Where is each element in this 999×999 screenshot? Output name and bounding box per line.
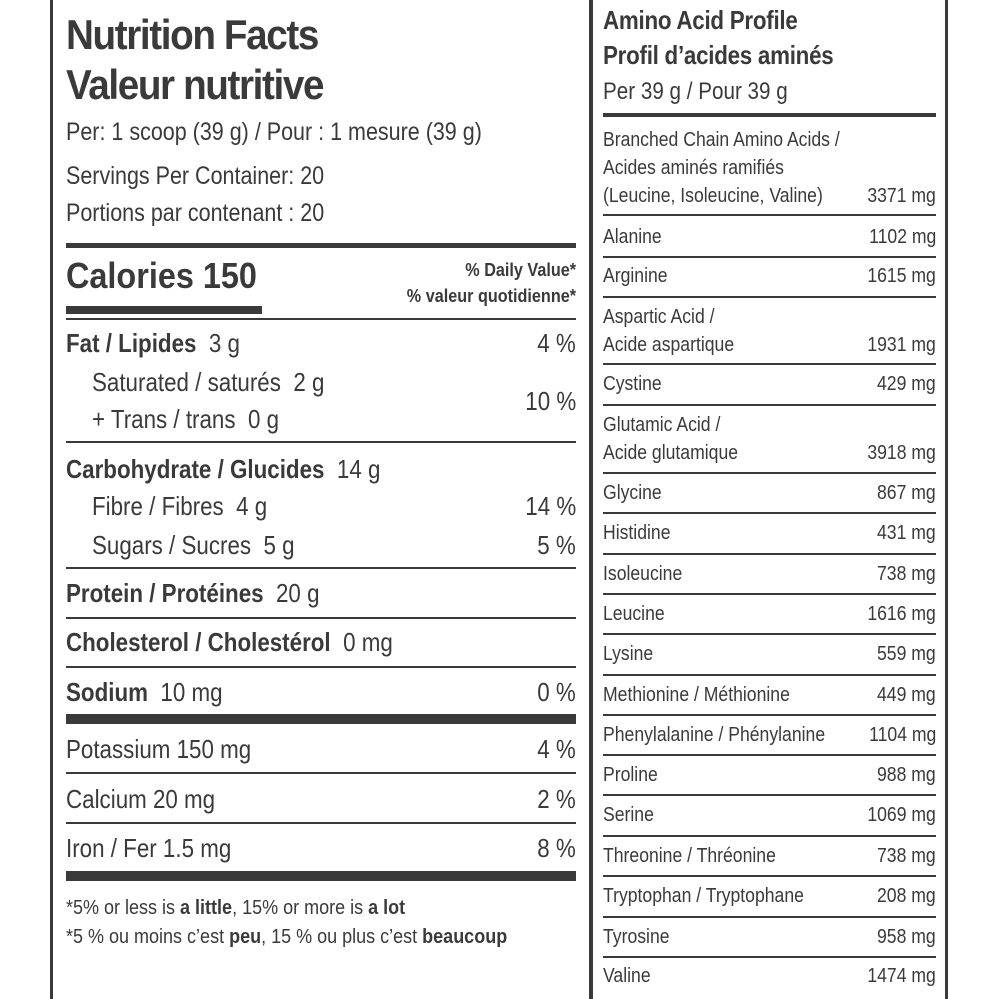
sugars-amount: 5 g <box>263 530 295 560</box>
serine-label: Serine <box>603 804 654 826</box>
carbohydrate-amount: 14 g <box>336 454 381 484</box>
leucine-label: Leucine <box>603 603 665 625</box>
bcaa-line-2: Acides aminés ramifiés <box>603 157 784 179</box>
cholesterol-row <box>66 629 393 655</box>
footnote-fr-bold-1: peu <box>229 926 262 948</box>
potassium-row: Potassium 150 mg <box>66 734 252 764</box>
divider <box>66 441 576 443</box>
divider <box>66 822 576 824</box>
trans-amount: 0 g <box>247 404 280 434</box>
sugars-dv: 5 % <box>537 530 576 560</box>
proline-label: Proline <box>603 764 658 786</box>
serine-value: 1069 mg <box>867 804 936 826</box>
sodium-dv: 0 % <box>537 677 576 707</box>
trans-label: + Trans / trans <box>92 404 236 434</box>
divider <box>66 318 576 320</box>
divider <box>603 794 936 796</box>
divider <box>603 472 936 474</box>
divider <box>603 956 936 958</box>
cystine-label: Cystine <box>603 373 662 395</box>
glutamic-acid-line-1: Glutamic Acid / <box>603 414 721 436</box>
divider <box>603 363 936 365</box>
histidine-label: Histidine <box>603 522 671 544</box>
divider <box>603 512 936 514</box>
iron-row: Iron / Fer 1.5 mg <box>66 833 232 863</box>
divider <box>603 835 936 837</box>
valine-value: 1474 mg <box>867 965 936 987</box>
fat-row <box>66 330 240 356</box>
divider <box>603 754 936 756</box>
profil-acides-amines-title: Profil d’acides aminés <box>603 40 834 70</box>
protein-label: Protein / Protéines <box>66 578 264 608</box>
isoleucine-value: 738 mg <box>877 563 936 585</box>
divider <box>603 674 936 676</box>
methionine-label: Methionine / Méthionine <box>603 684 790 706</box>
divider <box>66 567 576 569</box>
carbohydrate-label: Carbohydrate / Glucides <box>66 454 325 484</box>
sodium-amount: 10 mg <box>160 677 223 707</box>
fibre-row <box>92 493 267 519</box>
protein-row <box>66 580 320 606</box>
divider <box>603 214 936 216</box>
divider <box>603 404 936 406</box>
protein-amount: 20 g <box>276 578 320 608</box>
divider <box>603 633 936 635</box>
divider <box>603 916 936 918</box>
sugars-row <box>92 532 295 558</box>
calcium-dv: 2 % <box>537 784 576 814</box>
tryptophan-label: Tryptophan / Tryptophane <box>603 885 804 907</box>
divider <box>603 296 936 298</box>
tryptophan-value: 208 mg <box>877 885 936 907</box>
tyrosine-value: 958 mg <box>877 926 936 948</box>
cystine-value: 429 mg <box>877 373 936 395</box>
serving-size: Per: 1 scoop (39 g) / Pour : 1 mesure (39 g) <box>66 118 482 146</box>
saturated-trans-dv: 10 % <box>525 386 576 416</box>
glycine-value: 867 mg <box>877 482 936 504</box>
fibre-dv: 14 % <box>525 491 576 521</box>
divider <box>603 875 936 877</box>
divider <box>603 256 936 258</box>
footnote-en-part-2: , 15% or more is <box>232 897 369 919</box>
fat-dv: 4 % <box>537 328 576 358</box>
divider <box>603 593 936 595</box>
calcium-row: Calcium 20 mg <box>66 784 216 814</box>
trans-row <box>92 406 279 432</box>
potassium-dv: 4 % <box>537 734 576 764</box>
arginine-value: 1615 mg <box>867 265 936 287</box>
thick-divider <box>66 714 576 724</box>
sodium-row <box>66 679 223 705</box>
sugars-label: Sugars / Sucres <box>92 530 252 560</box>
footnote-en-bold-1: a little <box>180 897 233 919</box>
fat-label: Fat / Lipides <box>66 328 197 358</box>
footnote-en-part-1: *5% or less is <box>66 897 181 919</box>
valeur-quotidienne-header: % valeur quotidienne* <box>406 286 576 306</box>
amino-acid-profile-title: Amino Acid Profile <box>603 5 798 35</box>
arginine-label: Arginine <box>603 265 668 287</box>
fat-amount: 3 g <box>208 328 240 358</box>
divider <box>603 113 936 117</box>
portions-par-contenant: Portions par contenant : 20 <box>66 199 325 227</box>
saturated-row <box>92 369 324 395</box>
methionine-value: 449 mg <box>877 684 936 706</box>
glutamic-acid-line-2: Acide glutamique <box>603 442 739 464</box>
footnote-en-bold-2: a lot <box>368 897 406 919</box>
footnote-fr <box>66 927 507 947</box>
alanine-value: 1102 mg <box>868 226 936 248</box>
lysine-value: 559 mg <box>877 643 936 665</box>
footnote-en <box>66 898 405 918</box>
leucine-value: 1616 mg <box>867 603 936 625</box>
lysine-label: Lysine <box>603 643 654 665</box>
divider <box>66 243 576 248</box>
cholesterol-label: Cholesterol / Cholestérol <box>66 627 331 657</box>
footnote-fr-bold-2: beaucoup <box>422 926 508 948</box>
valine-label: Valine <box>603 965 651 987</box>
sodium-label: Sodium <box>66 677 148 707</box>
footnote-fr-part-1: *5 % ou moins c’est <box>66 926 230 948</box>
servings-per-container: Servings Per Container: 20 <box>66 162 325 190</box>
valeur-nutritive-title: Valeur nutritive <box>66 61 324 108</box>
divider <box>66 772 576 774</box>
amino-serving: Per 39 g / Pour 39 g <box>603 78 788 105</box>
daily-value-header: % Daily Value* <box>465 260 576 280</box>
fibre-label: Fibre / Fibres <box>92 491 224 521</box>
bcaa-value: 3371 mg <box>867 185 936 207</box>
cholesterol-amount: 0 mg <box>343 627 393 657</box>
saturated-label: Saturated / saturés <box>92 367 281 397</box>
bcaa-line-1: Branched Chain Amino Acids / <box>603 129 840 151</box>
divider <box>66 617 576 619</box>
phenylalanine-value: 1104 mg <box>868 724 936 746</box>
alanine-label: Alanine <box>603 226 662 248</box>
saturated-amount: 2 g <box>293 367 325 397</box>
thick-divider <box>66 871 576 881</box>
aspartic-acid-line-1: Aspartic Acid / <box>603 306 715 328</box>
phenylalanine-label: Phenylalanine / Phénylanine <box>603 724 826 746</box>
tyrosine-label: Tyrosine <box>603 926 670 948</box>
calories-underline <box>66 306 262 314</box>
divider <box>66 666 576 668</box>
aspartic-acid-value: 1931 mg <box>867 334 936 356</box>
iron-dv: 8 % <box>537 833 576 863</box>
proline-value: 988 mg <box>877 764 936 786</box>
bcaa-line-3: (Leucine, Isoleucine, Valine) <box>603 185 823 207</box>
glutamic-acid-value: 3918 mg <box>867 442 936 464</box>
threonine-value: 738 mg <box>877 845 936 867</box>
isoleucine-label: Isoleucine <box>603 563 683 585</box>
glycine-label: Glycine <box>603 482 662 504</box>
divider <box>603 714 936 716</box>
nutrition-facts-title: Nutrition Facts <box>66 11 318 58</box>
fibre-amount: 4 g <box>236 491 268 521</box>
divider <box>603 553 936 555</box>
carbohydrate-row <box>66 456 380 482</box>
calories: Calories 150 <box>66 255 257 296</box>
histidine-value: 431 mg <box>877 522 936 544</box>
footnote-fr-part-2: , 15 % ou plus c’est <box>261 926 423 948</box>
aspartic-acid-line-2: Acide aspartique <box>603 334 735 356</box>
threonine-label: Threonine / Thréonine <box>603 845 776 867</box>
